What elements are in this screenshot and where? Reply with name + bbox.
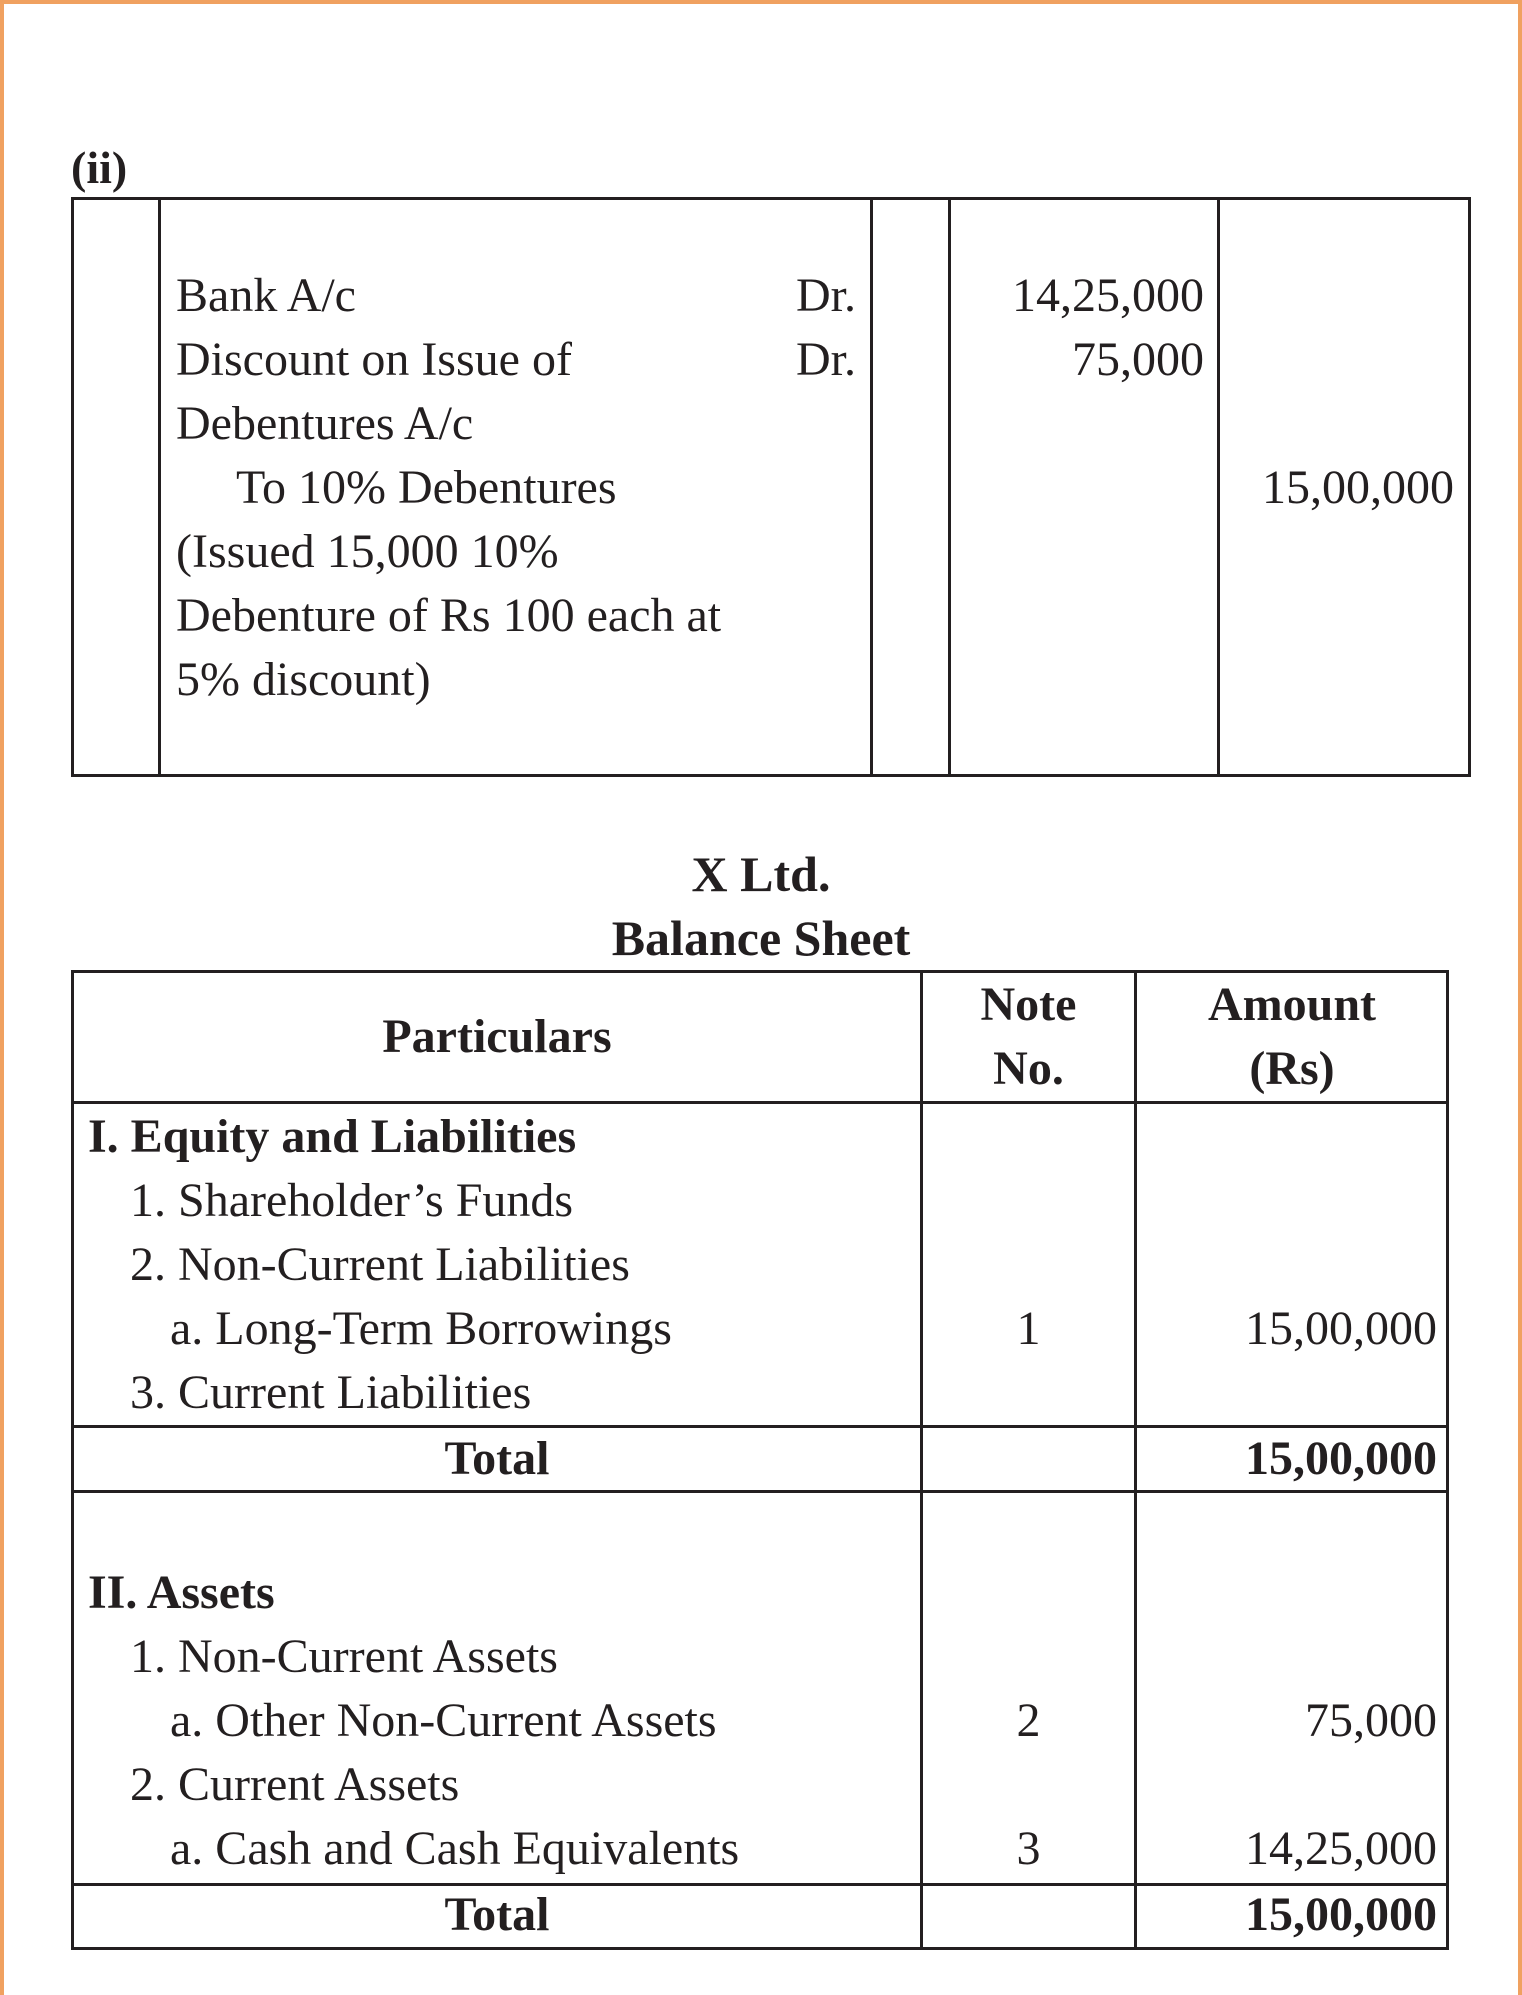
total1-amount: 15,00,000 [1245, 1432, 1437, 1485]
col-divider-particulars [920, 973, 923, 1947]
header-amount-line1: Amount [1207, 978, 1377, 1031]
journal-line-6: Debenture of Rs 100 each at [176, 589, 722, 642]
amount-other-non-current-assets: 75,000 [1305, 1694, 1437, 1747]
part-label: (ii) [71, 142, 128, 193]
row-other-non-current-assets: a. Other Non-Current Assets [170, 1694, 717, 1747]
col-divider-lf [948, 200, 951, 774]
total1-label: Total [444, 1432, 550, 1485]
section-assets-heading: II. Assets [88, 1566, 275, 1619]
journal-line-2: Discount on Issue of [176, 333, 572, 386]
note-long-term-borrowings: 1 [1016, 1302, 1041, 1355]
row-shareholders-funds: 1. Shareholder’s Funds [130, 1174, 574, 1227]
journal-line-1: Bank A/c [176, 269, 356, 322]
section-equity-liabilities-heading: I. Equity and Liabilities [88, 1110, 577, 1163]
company-name: X Ltd. [691, 846, 831, 902]
col-divider-debit [1217, 200, 1220, 774]
row-long-term-borrowings: a. Long-Term Borrowings [170, 1302, 672, 1355]
header-particulars: Particulars [382, 1010, 612, 1063]
row-current-assets: 2. Current Assets [130, 1758, 460, 1811]
balance-sheet-title: Balance Sheet [611, 910, 911, 966]
col-divider-date [158, 200, 161, 774]
journal-line-3: Debentures A/c [176, 397, 474, 450]
journal-dr-2: Dr. [796, 333, 856, 386]
journal-line-7: 5% discount) [176, 653, 431, 706]
header-amount-line2: (Rs) [1249, 1042, 1335, 1095]
journal-credit-4: 15,00,000 [1262, 461, 1454, 514]
total2-label: Total [444, 1888, 550, 1941]
journal-debit-1: 14,25,000 [1012, 269, 1204, 322]
journal-debit-2: 75,000 [1072, 333, 1204, 386]
journal-dr-1: Dr. [796, 269, 856, 322]
amount-cash-equivalents: 14,25,000 [1245, 1822, 1437, 1875]
row-cash-equivalents: a. Cash and Cash Equivalents [170, 1822, 740, 1875]
row-non-current-assets: 1. Non-Current Assets [130, 1630, 558, 1683]
total2-amount: 15,00,000 [1245, 1888, 1437, 1941]
balance-sheet-table [71, 970, 1449, 1950]
header-note-line2: No. [993, 1042, 1064, 1095]
row-current-liabilities: 3. Current Liabilities [130, 1366, 532, 1419]
row-non-current-liabilities: 2. Non-Current Liabilities [130, 1238, 630, 1291]
header-note-line1: Note [980, 978, 1077, 1031]
journal-entry-table [71, 197, 1471, 777]
journal-line-5: (Issued 15,000 10% [176, 525, 559, 578]
note-cash-equivalents: 3 [1016, 1822, 1041, 1875]
amount-long-term-borrowings: 15,00,000 [1245, 1302, 1437, 1355]
journal-line-4: To 10% Debentures [236, 461, 617, 514]
header-divider [74, 1101, 1446, 1104]
note-other-non-current-assets: 2 [1016, 1694, 1041, 1747]
col-divider-particulars [870, 200, 873, 774]
